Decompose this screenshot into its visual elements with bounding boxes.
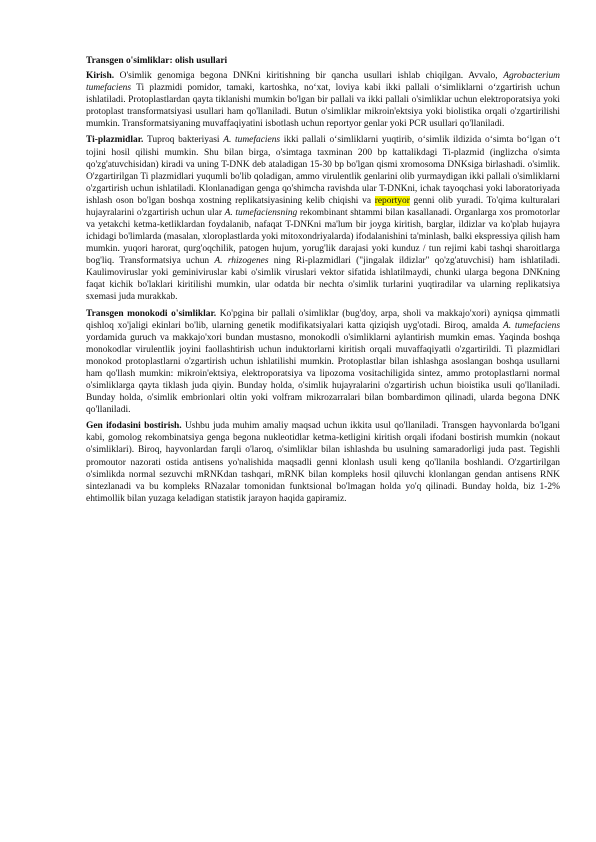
- heading-introduction: Kirish.: [86, 71, 115, 82]
- paragraph-gene-suppression: [86, 420, 560, 505]
- document-page: [86, 55, 560, 509]
- paragraph-introduction: [86, 70, 560, 130]
- text-segment: Tuproq bakteriyasi: [143, 135, 224, 146]
- heading-monocot-plants: Transgen monokodi o'simliklar.: [86, 308, 217, 319]
- text-segment: Ko'pgina bir pallali o'simliklar (bug'doy, arpa, sholi va makkajo'xori) ayniqsa qimmatli qishloq xo'jaligi ekinlari bo'lib, ularning genetik modifikatsiyalari katta qiziqish uyg'otadi. Biroq, amalda: [86, 308, 560, 331]
- document-title: Transgen o'simliklar: olish usullari: [86, 56, 228, 66]
- italic-term: Agrobacterium tumefaciens: [86, 71, 560, 94]
- paragraph-monocot-plants: [86, 308, 560, 417]
- text-segment: yordamida guruch va makkajo'xori bundan mustasno, monokodli o'simliklarni aylantirish mumkin emas. Yaqinda boshqa monokodlar virulentlik joyini faollashtirish uchun induktorlarni kiritish orqali muvaffaqiyatli o'zgartirildi. Ti plazmidlari monokod protoplastlarni o'zgartirish uchun ishlatilishi mumkin. Protoplastlar bilan ishlashga asoslangan boshqa usullarni ham qo'llash mumkin: mikroin'ektsiya, elektroporatsiya va lipozoma vositachiligida sintez, ammo protoplastlarni normal o'simliklarga qayta tiklash juda qiyin. Bunday holda, o'simlik hujayralarini o'zgartirish uchun bioistika usuli qo'llaniladi. Bunday holda, o'simlik embrionlari oltin yoki volfram mikrozarralari bilan bombardimon qilinadi, ularda begona DNK qo'llaniladi.: [86, 332, 560, 416]
- text-segment: ning Ri-plazmidlari ("jingalak ildizlar" qo'zg'atuvchisi) ham ishlatiladi. Kaulimoviruslar yoki geminiviruslar kabi o'simlik viruslari vektor sifatida ishlatilmaydi, chunki ularga begona DNKning faqat kichik bo'laklari kiritilishi mumkin, ular odatda bir nechta o'simlik turlarini yuqtiradilar va ularning replikatsiya sxemasi juda murakkab.: [86, 256, 560, 303]
- text-segment: Ushbu juda muhim amaliy maqsad uchun ikkita usul qo'llaniladi. Transgen hayvonlarda bo'lgani kabi, gomolog rekombinatsiya genga begona nukleotidlar ketma-ketligini kiritish orqali ifodani bostirish mumkin (nokaut o'simliklari). Biroq, hayvonlardan farqli o'laroq, o'simliklar bilan ishlashda bu usulning samaradorligi juda past. Tegishli promoutor nazorati ostida antisens yo'nalishida maqsadli genni klonlash usuli keng qo'llanila boshlandi. O'zgartirilgan o'simlikda normal sezuvchi mRNKdan tashqari, mRNK bilan kompleks hosil qiluvchi klonlangan gendan antisens RNK sintezlanadi va bu kompleks RNazalar tomonidan funktsional bo'lmagan holda yo'q qilinadi. Bunday holda, biz 1-2% ehtimollik bilan yuzaga keladigan statistik jarayon haqida gapiramiz.: [86, 421, 560, 504]
- italic-term: A. rhizogenes: [214, 256, 269, 267]
- highlighted-word: reportyor: [374, 195, 410, 206]
- text-segment: ikki pallali o‘simliklarni yuqtirib, o‘simlik ildizida o‘simta bo‘lgan o‘t tojini hosil qilishi mumkin. Shu bilan birga, o'simtaga taxminan 200 bp kattalikdagi Ti-plazmid (inglizcha o'simta qo'zg'atuvchisidan) kiradi va uning T-DNK deb ataladigan 15-30 bp bo'lgan qismi xromosoma DNKsiga birlashadi. o'simlik. O'zgartirilgan Ti plazmidlari yuqumli bo'lib qoladigan, ammo virulentlik genlarini olib yurmaydigan ikki pallali o'simliklarni o'zgartirish uchun ishlatiladi. Klonlanadigan genga qo'shimcha ravishda ular T-DNKni, ichak tayoqchasi yoki laboratoriyada ishlash oson bo'lgan boshqa xostning replikatsiyasining kelib chiqishi va: [86, 135, 561, 206]
- italic-term: A. tumefaciensning: [224, 207, 298, 218]
- text-segment: rekombinant shtammi bilan kasallanadi. Organlarga xos promotorlar va yetakchi ketma-ketliklardan foydalanib, nafaqat T-DNKni ma'lum bir joyga kiritish, barglar, ildizlar va ko'plab hujayra ichidagi bo'limlarda (masalan, xloroplastlarda yoki mitoxondriyalarda) ifodalanishini ta'minlash, balki ekspressiya qilish ham mumkin. yuqori harorat, qurg'oqchilik, patogen hujum, yorug'lik darajasi yoki kunduz / tun rejimi kabi tashqi sharoitlarga bog'liq. Transformatsiya uchun: [86, 207, 560, 267]
- italic-term: A. tumefaciens: [502, 320, 560, 331]
- text-segment: genni olib yuradi. To'qima kulturalari hujayralarini o'zgartirish uchun ular: [86, 195, 560, 218]
- text-segment: O'simlik genomiga begona DNKni kiritishning bir qancha usullari ishlab chiqilgan. Avvalo,: [114, 71, 504, 82]
- heading-gene-suppression: Gen ifodasini bostirish.: [86, 421, 182, 432]
- paragraph-ti-plasmids: [86, 134, 560, 303]
- heading-ti-plasmids: Ti-plazmidlar.: [86, 135, 144, 146]
- text-segment: Ti plazmidi pomidor, tamaki, kartoshka, no‘xat, loviya kabi ikki pallali o‘simliklarni o‘zgartirish uchun ishlatiladi. Protoplastlardan qayta tiklanishi mumkin bo'lgan bir pallali va ikki pallali o'simliklar uchun elektroporatsiya yoki protoplast transformatsiyasi usullari ham qo'llaniladi. Butun o'simliklar mikroin'ektsiya yoki biolistika orqali o'zgartirilishi mumkin. Transformatsiyaning muvaffaqiyatini isbotlash uchun reportyor genlar yoki PCR usullari qo'llaniladi.: [86, 83, 560, 130]
- italic-term: A. tumefaciens: [223, 135, 281, 146]
